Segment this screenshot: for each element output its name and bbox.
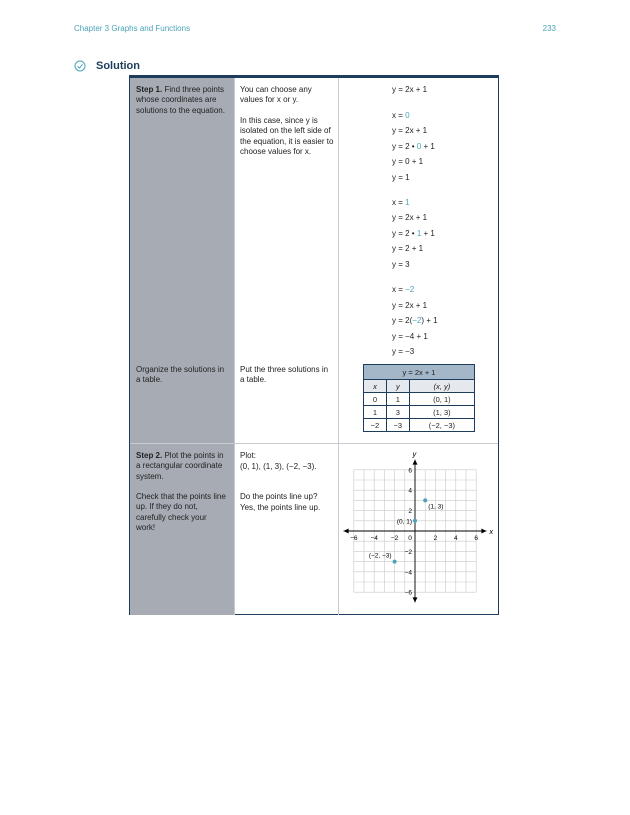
y-tick-label: −4 xyxy=(404,569,412,577)
work-line: y = −4 + 1 xyxy=(392,332,428,341)
work-line: y = 2 • 0 + 1 xyxy=(392,142,435,151)
work-line: y = 2x + 1 xyxy=(392,213,428,222)
table-cell: −2 xyxy=(364,419,387,432)
x-tick-label: 0 xyxy=(408,535,412,542)
y-tick-label: −2 xyxy=(404,548,412,556)
table-cell: (0, 1) xyxy=(409,393,474,406)
running-header xyxy=(74,24,556,38)
work-line: y = 2x + 1 xyxy=(392,301,428,310)
coordinate-graph xyxy=(348,449,498,607)
work-line: y = 3 xyxy=(392,260,410,269)
work-line: x = 0 xyxy=(392,111,410,120)
solution-title: Solution xyxy=(96,60,140,72)
work-line: y = −3 xyxy=(392,347,415,356)
table-cell: 3 xyxy=(386,406,409,419)
step1-text: Find three points whose coordinates are solutions to the equation. xyxy=(136,85,225,115)
table-cell: −3 xyxy=(386,419,409,432)
table-row xyxy=(364,393,475,406)
step2-text: Plot the points in a rectangular coordinate system. xyxy=(136,451,224,481)
point-label: (1, 3) xyxy=(428,503,444,511)
y-tick-label: 2 xyxy=(408,508,412,516)
plot-points: (0, 1), (1, 3), (−2, −3). xyxy=(240,462,317,471)
solution-heading xyxy=(74,58,140,74)
step2-question: Do the points line up? xyxy=(240,492,318,501)
x-tick-label: −4 xyxy=(370,535,378,542)
solution-table xyxy=(129,75,499,615)
step2-instruction xyxy=(136,451,228,482)
work-line: x = −2 xyxy=(392,285,415,294)
y-axis-arrow-down xyxy=(413,597,418,602)
mini-table-title: y = 2x + 1 xyxy=(364,365,475,380)
step1-explain-2: In this case, since y is isolated on the left side of the equation, it is easier to choose values for x. xyxy=(240,116,334,157)
step2-label: Step 2. xyxy=(136,451,163,460)
y-tick-label: 6 xyxy=(408,467,412,475)
y-axis-arrow-up xyxy=(413,460,418,465)
point-label: (−2, −3) xyxy=(368,552,392,560)
x-tick-label: 2 xyxy=(433,535,438,542)
step1-instruction xyxy=(136,85,228,116)
work-line: y = 2 • 1 + 1 xyxy=(392,229,435,238)
x-tick-label: 4 xyxy=(453,535,458,542)
table-cell: 1 xyxy=(364,406,387,419)
step1-explain-1: You can choose any values for x or y. xyxy=(240,85,312,105)
point-label: (0, 1) xyxy=(396,518,412,526)
table-row xyxy=(364,406,475,419)
solutions-mini-table xyxy=(363,364,475,432)
work-line: x = 1 xyxy=(392,198,410,207)
step2-answer: Yes, the points line up. xyxy=(240,503,321,512)
mini-table-header: x xyxy=(364,380,387,393)
column-divider xyxy=(234,78,235,615)
organize-text: Organize the solutions in a table. xyxy=(136,365,225,385)
equation: y = 2x + 1 xyxy=(392,85,428,94)
table-cell: (−2, −3) xyxy=(409,419,474,432)
mini-table-header: (x, y) xyxy=(409,380,474,393)
mini-table-header: y xyxy=(386,380,409,393)
y-axis-label: y xyxy=(412,449,417,459)
x-tick-label: −2 xyxy=(390,535,399,542)
x-tick-label: −6 xyxy=(350,535,358,542)
x-tick-label: 6 xyxy=(474,535,479,542)
table-cell: (1, 3) xyxy=(409,406,474,419)
column-divider xyxy=(338,78,339,615)
y-tick-label: 4 xyxy=(408,487,412,495)
step2-check: Check that the points line up. If they do not, carefully check your work! xyxy=(136,492,226,533)
chapter-title: Chapter 3 Graphs and Functions xyxy=(74,24,191,33)
table-cell: 1 xyxy=(386,393,409,406)
page-number: 233 xyxy=(542,24,556,33)
table-cell: 0 xyxy=(364,393,387,406)
plot-label: Plot: xyxy=(240,451,257,460)
data-point xyxy=(413,519,417,523)
work-line: y = 2(−2) + 1 xyxy=(392,316,438,325)
data-point xyxy=(423,498,427,502)
work-line: y = 2 + 1 xyxy=(392,244,424,253)
step1-label: Step 1. xyxy=(136,85,163,94)
x-axis-arrow-left xyxy=(344,529,349,534)
x-axis-arrow-right xyxy=(481,529,486,534)
put-text: Put the three solutions in a table. xyxy=(240,365,329,385)
row-divider xyxy=(130,443,498,444)
data-point xyxy=(393,560,397,564)
work-line: y = 1 xyxy=(392,173,410,182)
step-column xyxy=(130,78,234,615)
work-line: y = 0 + 1 xyxy=(392,157,424,166)
check-circle-icon xyxy=(74,60,86,72)
work-line: y = 2x + 1 xyxy=(392,126,428,135)
table-row xyxy=(364,419,475,432)
y-tick-label: −6 xyxy=(404,589,412,597)
x-axis-label: x xyxy=(489,527,494,536)
